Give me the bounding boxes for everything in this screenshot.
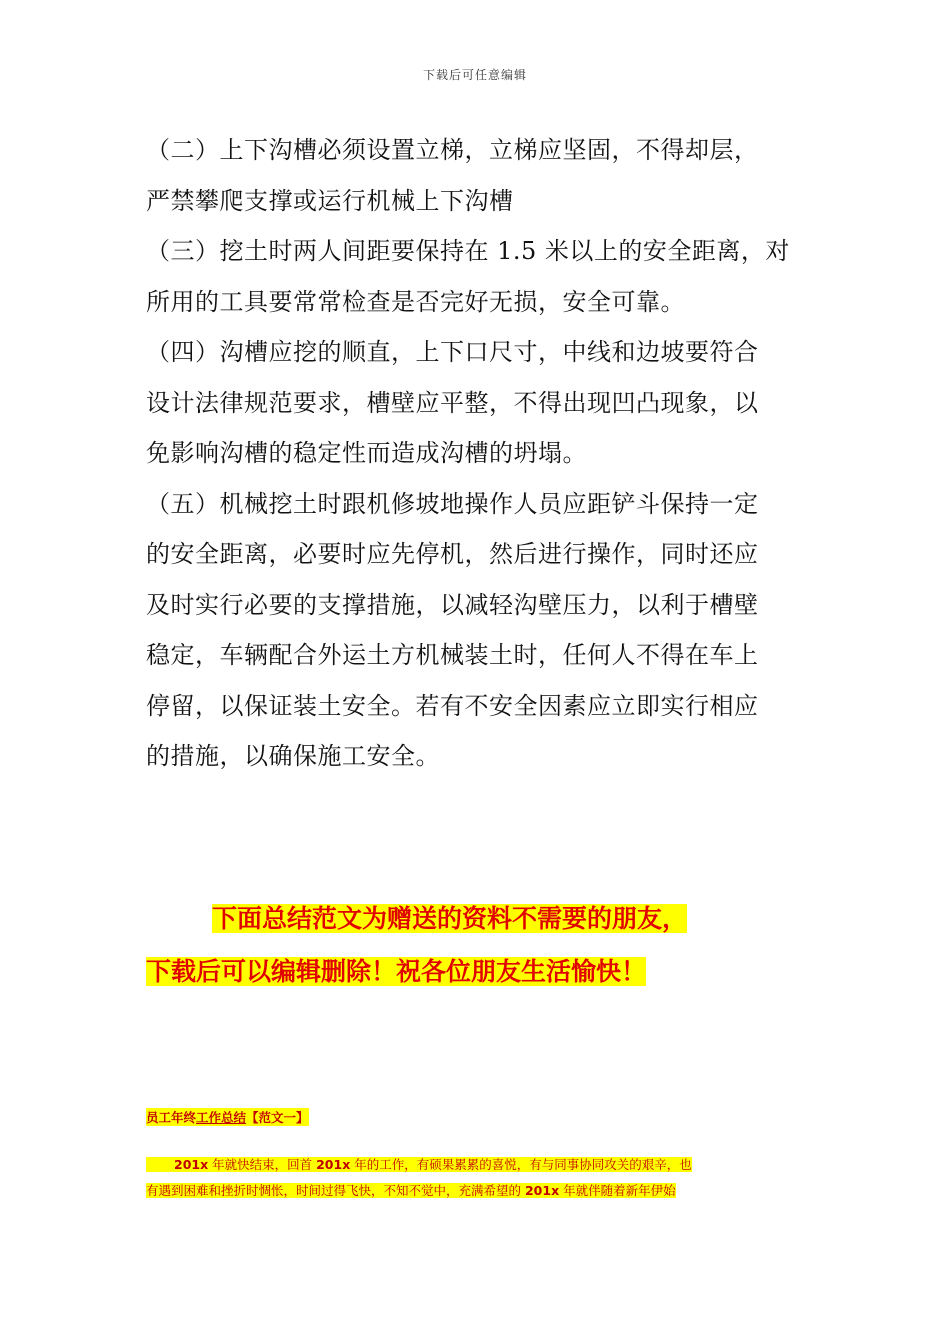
body-line: （五）机械挖土时跟机修坡地操作人员应距铲斗保持一定 xyxy=(146,489,759,518)
promo-line-1 xyxy=(146,892,826,945)
body-text xyxy=(146,125,816,782)
promo-text-2: 下载后可以编辑删除！祝各位朋友生活愉快！ xyxy=(146,957,647,986)
sample-title-link[interactable]: 工作总结 xyxy=(196,1110,247,1125)
sample-line-2 xyxy=(146,1178,816,1204)
sample-body xyxy=(146,1152,816,1204)
body-line: 及时实行必要的支撑措施，以减轻沟壁压力，以利于槽壁 xyxy=(146,590,759,619)
sample-title-prefix: 员工年终 xyxy=(146,1110,197,1125)
body-line: （二）上下沟槽必须设置立梯，立梯应坚固，不得却层， xyxy=(146,136,759,164)
sample-year: 201x xyxy=(174,1157,209,1172)
body-line: （四）沟槽应挖的顺直，上下口尺寸，中线和边坡要符合 xyxy=(146,338,759,366)
body-line: 严禁攀爬支撑或运行机械上下沟槽 xyxy=(146,186,514,215)
sample-text: 年的工作，有硕果累累的喜悦，有与同事协同攻关的艰辛，也 xyxy=(350,1157,692,1172)
body-line: 免影响沟槽的稳定性而造成沟槽的坍塌。 xyxy=(146,439,587,467)
page-header: 下载后可任意编辑 xyxy=(422,68,527,82)
sample-title-suffix: 【范文一】 xyxy=(246,1110,309,1125)
body-line: 的措施，以确保施工安全。 xyxy=(146,742,440,770)
body-line: 的安全距离，必要时应先停机，然后进行操作，同时还应 xyxy=(146,540,759,568)
promo-notice xyxy=(146,892,826,998)
body-line: 所用的工具要常常检查是否完好无损，安全可靠。 xyxy=(146,287,685,316)
sample-title xyxy=(146,1108,309,1126)
sample-text: 年就快结束，回首 xyxy=(208,1157,317,1172)
body-line: 稳定，车辆配合外运土方机械装土时，任何人不得在车上 xyxy=(146,641,759,669)
sample-text: 年就伴随着新年伊始 xyxy=(559,1183,676,1198)
sample-text: 有遇到困难和挫折时惆怅，时间过得飞快，不知不觉中，充满希望的 xyxy=(146,1183,525,1198)
promo-text-1: 下面总结范文为赠送的资料不需要的朋友， xyxy=(212,904,688,933)
body-line: 停留，以保证装土安全。若有不安全因素应立即实行相应 xyxy=(146,691,759,720)
body-line: （三）挖土时两人间距要保持在 1.5 米以上的安全距离，对 xyxy=(146,237,790,265)
sample-year: 201x xyxy=(524,1183,560,1198)
promo-line-2 xyxy=(146,945,826,998)
body-line: 设计法律规范要求，槽壁应平整，不得出现凹凸现象，以 xyxy=(146,388,759,417)
sample-year: 201x xyxy=(316,1157,351,1172)
sample-line-1 xyxy=(146,1152,816,1178)
